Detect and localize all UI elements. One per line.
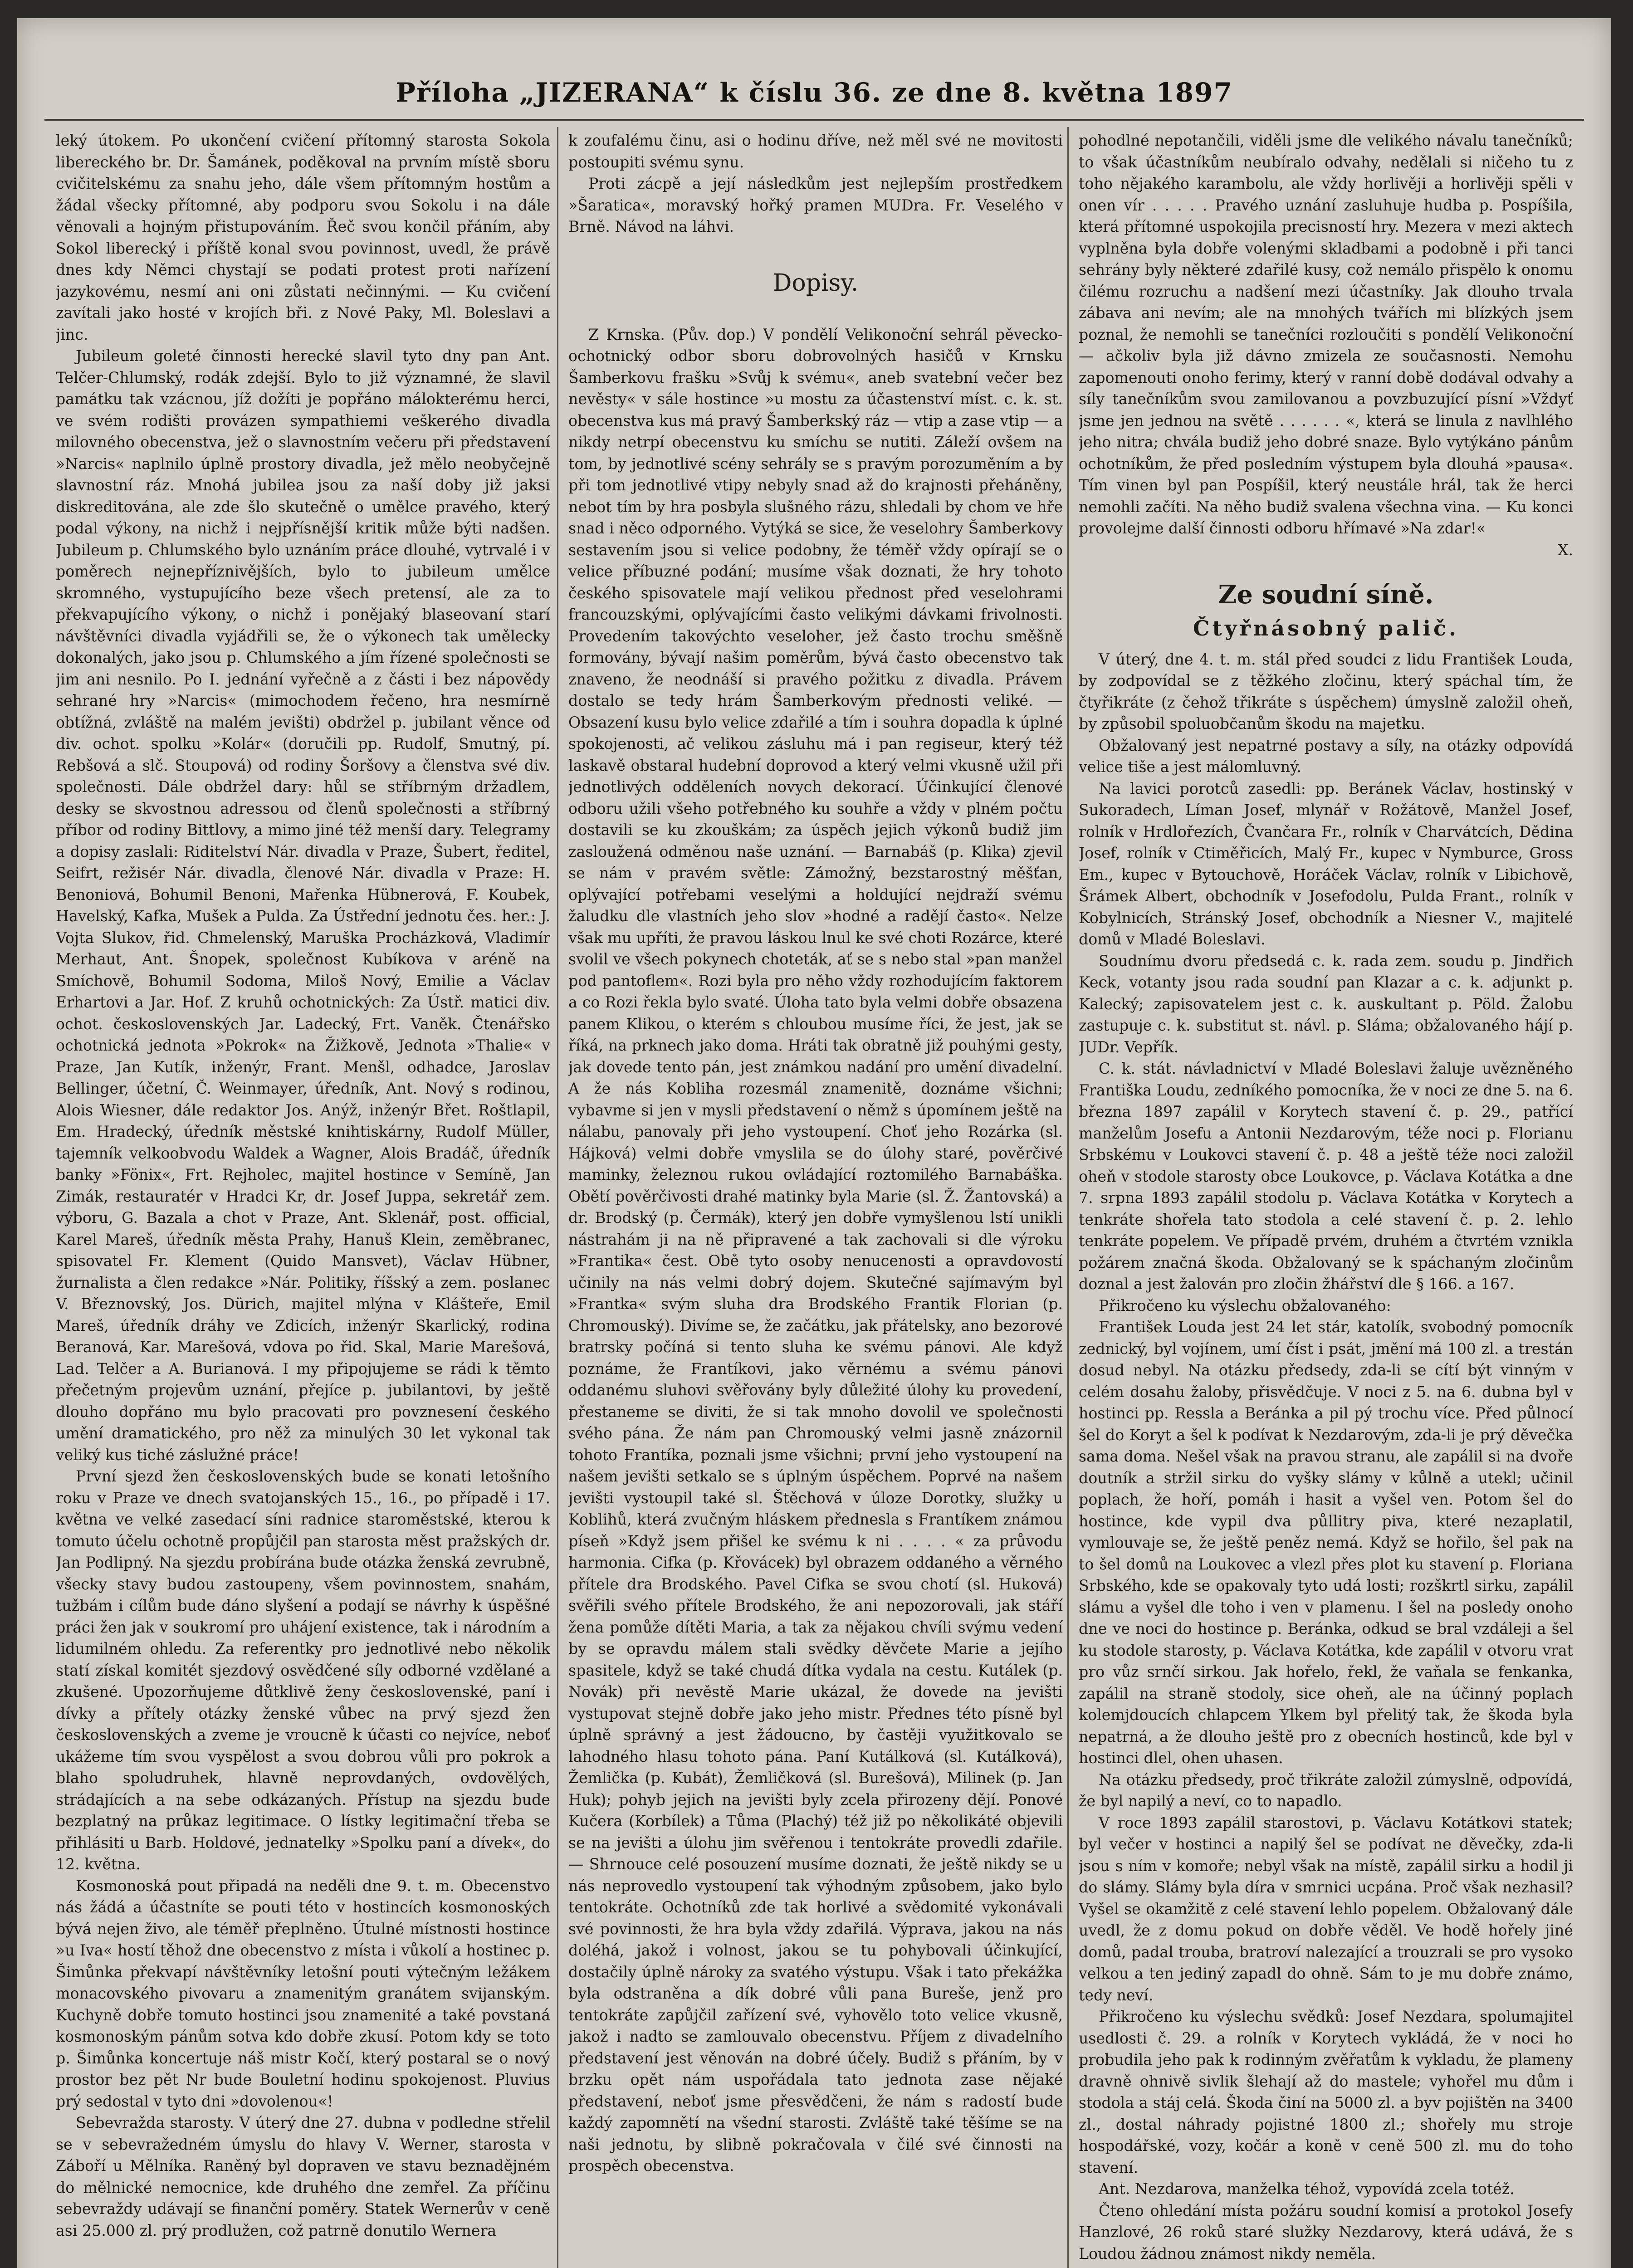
- court-paragraph: Na otázku předsedy, proč třikráte založil zúmyslně, odpovídá, že byl napilý a neví, co to napadlo.: [1079, 1770, 1573, 1810]
- article-paragraph: leký útokem. Po ukončení cvičení přítomný starosta Sokola libereckého br. Dr. Šamánek, poděkoval na prvním místě sboru cvičitelskému za snahu jeho, dále všem přítomným hostům a žádal všecky přítomné, aby podporu svou Sokolu i na dále věnovali a hojným přistupováním. Řeč svou končil přáním, aby Sokol liberecký i příště konal svou povinnost, uvedl, že právě dnes kdy Němci chystají se podati protest proti nařízení jazykovému, nesmí ani oni zůstati nečinnými. — Ku cvičení zavítali jako hosté v krojích bři. z Nové Paky, Ml. Boleslavi a jinc.: [56, 132, 550, 343]
- column-2: [568, 130, 1063, 2268]
- court-paragraph: František Louda jest 24 let stár, katolík, svobodný pomocník zednický, byl vojínem, umí číst i psát, jmění má 100 zl. a trestán dosud nebyl. Na otázku předsedy, zda-li se cítí být vinným v celém dosahu žaloby, přisvědčuje. V noci z 5. na 6. dubna byl v hostinci pp. Ressla a Beránka a pil pý trochu více. Před půlnocí šel do Koryt a šel k podívat k Nezdarovým, zda-li je prý děvečka sama doma. Nešel však na pravou stranu, ale zapálil si na dvoře doutník a stržil sirku do vyšky slámy v kůlně a utekl; učinil poplach, že hoří, pomáh i hasit a vyšel ven. Potom šel do hostince, kde vypil dva půllitry piva, které nezaplatil, vymlouvaje se, že ještě peněz nemá. Když se hořilo, šel pak na to šel domů na Loukovec a vlezl přes plot ku stavení p. Floriana Srbského, kde se opakovaly tyto udá losti; rozškrtl sirku, zapálil slámu a vyšel dle toho i ven v plamenu. I šel na posledy onoho dne ve noci do hostince p. Beránka, odkud se bral vzdáleji a šel ku stodole starosty, p. Václava Kotátka, kde zapálil v otvoru vrat pro vůz srnčí sirkou. Jak hořelo, řekl, že vaňala se fenkanka, zapálil na straně stodoly, sice oheň, ale na účinný poplach kolemjdoucích chlapcem Ylkem byl přelitý tak, že škoda byla nepatrná, a že dlouho ještě pro z obecních hostinců, kde byl v hostinci dlel, ohen uhasen.: [1079, 1318, 1573, 1767]
- newspaper-page: [17, 18, 1611, 2268]
- article-paragraph: pohodlné nepotančili, viděli jsme dle velikého návalu tanečníků; to však účastníkům neubíralo odvahy, nedělali si ničeho tu z toho nějakého karambolu, ale vždy horlivěji a horlivěji spěli v onen vír . . . . . Pravého uznání zasluhuje hudba p. Pospíšila, která přítomné uspokojila precisností hry. Mezera v mezi aktech vyplněna byla dobře volenými skladbami a podobně i při tanci sehrány byly některé zdařilé kusy, což nemálo přispělo k onomu čilému rozruchu a nadšení mezi účastníky. Jak dlouho trvala zábava ani nevím; ale na mnohých tvářích mi blízkých jsem poznal, že nemohli se tanečníci rozloučiti s pondělí Velikonoční — ačkoliv byla již dávno zmizela ze současnosti. Nemohu zapomenouti onoho ferimy, který v ranní době dodával odvahy a síly tanečníkům svou zamilovanou a povzbuzující písní »Vždyť jsme jen jednou na světě . . . . . . «, která se linula z navlhlého jeho nitra; chvála budiž jeho dobré snaze. Bylo vytýkáno pánům ochotníkům, že před posledním výstupem byla dlouhá »pausa«. Tím vinen byl pan Pospíšil, který neustále hrál, tak že herci nemohli začíti. Na něho budiž svalena všechna vina. — Ku konci provolejme další činnosti odboru hřímavé »Na zdar!«: [1079, 132, 1573, 537]
- article-signature: X.: [1557, 541, 1573, 559]
- article-sjezd-zen: První sjezd žen československých bude se konati letošního roku v Praze ve dnech svatojanských 15., 16., po případě i 17. května ve velké zasedací síni radnice staroměstské, kterou k tomuto účelu ochotně propůjčil pan starosta měst pražských dr. Jan Podlipný. Na sjezdu probírána bude otázka ženská zevrubně, všecky stavy budou zastoupeny, všem povinnostem, snahám, tužbám i cílům bude dáno slyšení a podají se návrhy k úspěšné práci žen jak v soukromí pro uhájení existence, tak i národním a lidumilném ohledu. Za referentky pro jednotlivé nebo několik statí získal komitét sjezdový osvědčené síly odborné vzdělané a zkušené. Upozorňujeme důtklivě ženy československé, paní i dívky a přítely otázky ženské vůbec na prvý sjezd žen československých a zveme je vroucně k účasti co nejvíce, neboť ukážeme tím svou vyspělost a svou dobrou vůli pro pokrok a blaho spoludruhek, hlavně neprovdaných, ovdovělých, strádajících a na sebe odkázaných. Přístup na sjezdu bude bezplatný na průkaz legitimace. O lístky legitimační třeba se přihlásiti u Barb. Holdové, jednatelky »Spolku paní a dívek«, do 12. května.: [56, 1467, 550, 1873]
- masthead: Příloha „JIZERANA“ k číslu 36. ze dne 8. května 1897: [396, 77, 1233, 108]
- court-paragraph: Ant. Nezdarova, manželka téhož, vypovídá zcela totéž.: [1099, 2180, 1515, 2198]
- column-1: [56, 130, 550, 2268]
- court-paragraph: Přikročeno ku výslechu svědků: Josef Nezdara, spolumajitel usedlosti č. 29. a rolník v Korytech vykládá, že v noci ho probudila jeho pak k rodinným zvěřatům k vykladu, že plameny dravně ohnivě sivlik šlehají až do mastele; vyhořel mu dům i stodola a stáj celá. Škoda činí na 5000 zl. a byv pojištěn na 3400 zl., dostal náhrady pojistné 1800 zl.; shořely mu stroje hospodářské, vozy, kočár a koně v ceně 500 zl. mu do toho stavení.: [1079, 2008, 1573, 2176]
- court-paragraph: Čteno ohledání místa požáru soudní komisí a protokol Josefy Hanzlové, 26 roků staré služky Nezdarovy, která udává, že s Loudou žádnou známost nikdy neměla.: [1079, 2201, 1573, 2263]
- court-paragraph: Přikročeno ku výslechu obžalovaného:: [1099, 1296, 1391, 1315]
- article-sebevrazda: Sebevražda starosty. V úterý dne 27. dubna v podledne střelil se v sebevražedném úmyslu do hlavy V. Werner, starosta v Záboří u Mělníka. Raněný byl dopraven ve stavu beznadějném do mělnické nemocnice, kde druhého dne zemřel. Za příčinu sebevraždy udávají se finanční poměry. Statek Wernerův v ceně asi 25.000 zl. prý prodlužen, což patrně donutilo Wernera: [56, 2114, 550, 2239]
- column-divider: [1067, 127, 1069, 2268]
- court-paragraph: V úterý, dne 4. t. m. stál před soudci z lidu František Louda, by zodpovídal se z těžkého zločinu, který spáchal tím, že čtyřikráte (z čehož třikráte s úspěchem) úmyslně založil oheň, by způsobil spoluobčanům škodu na majetku.: [1079, 650, 1573, 733]
- column-divider: [557, 127, 558, 2268]
- court-paragraph: Na lavici porotců zasedli: pp. Beránek Václav, hostinský v Sukoradech, Líman Josef, mlynář v Rožátově, Manžel Josef, rolník v Hrdlořezích, Čvančara Fr., rolník v Charvátcích, Dědina Josef, rolník v Ctiměřicích, Malý Fr., kupec v Nymburce, Gross Em., kupec v Bytouchově, Horáček Václav, rolník v Libichově, Šrámek Albert, obchodník v Josefodolu, Pulda Frant., rolník v Kobylnicích, Stránský Josef, obchodník a Niesner V., majitelé domů v Mladé Boleslavi.: [1079, 779, 1573, 948]
- section-heading-soud: Ze soudní síně.: [1218, 580, 1434, 610]
- article-jubileum: Jubileum goleté činnosti herecké slavil tyto dny pan Ant. Telčer-Chlumský, rodák zdejší. Bylo to již významné, že slavil památku tak vzácnou, jíž dožíti je popřáno málokterému herci, ve svém rodišti provázen sympathiemi veškerého divadla milovného obecenstva, jež o slavnostním večeru při představení »Narcis« naplnilo úplně prostory divadla, jež mělo neobyčejně slavnostní ráz. Mnohá jubilea jsou za naší doby již jaksi diskreditována, ale zde šlo skutečně o umělce pravého, který podal výkony, na nichž i nejpřísnější kritik může býti nadšen. Jubileum p. Chlumského bylo uznáním práce dlouhé, vytrvalé i v poměrech nejnepříznivějších, bylo to jubileum umělce skromného, vystupujícího beze všech pretensí, ale za to překvapujícího výkony, o nichž i ponějaký blaseovaní starí návštěvníci divadla vyjádřili se, že o výkonech tak umělecky dokonalých, jako jsou p. Chlumského a jím řízené společnosti se jim ani nesnilo. Po I. jednání vyřečně a z části i bez nápovědy sehrané hry »Narcis« (mimochodem řečeno, hra nesmírně obtížná, zvláště na malém jevišti) obdržel p. jubilant věnce od div. ochot. spolku »Kolár« (doručili pp. Rudolf, Smutný, pí. Rebšová a slč. Stoupová) od rodiny Šoršovy a členstva své div. společnosti. Dále obdržel dary: hůl se stříbrným držadlem, desky se skvostnou adressou od členů společnosti a stříbrný příbor od rodiny Bittlovy, a mimo jiné též menší dary. Telegramy a dopisy zaslali: Riditelství Nár. divadla v Praze, Šubert, ředitel, Seifrt, režisér Nár. divadla, členové Nár. divadla v Praze: H. Benoniová, Bohumil Benoni, Mařenka Hübnerová, F. Koubek, Havelský, Kafka, Mušek a Pulda. Za Ústřední jednotu čes. her.: J. Vojta Slukov, řid. Chmelenský, Maruška Procházková, Vladimír Merhaut, Ant. Šnopek, společnost Kubíkova v aréně na Smíchově, Bohumil Sodoma, Miloš Nový, Emilie a Václav Erhartovi a Jar. Hof. Z kruhů ochotnických: Za Ústř. matici div. ochot. československých Jar. Ladecký, Frt. Vaněk. Čtenářsko ochotnická jednota »Pokrok« na Žižkově, Jednota »Thalie« v Praze, Jan Kutík, inženýr, Frant. Menšl, odhadce, Jaroslav Bellinger, účetní, Č. Weinmayer, úředník, Ant. Nový s rodinou, Alois Wiesner, dále redaktor Jos. Anýž, inženýr Břet. Roštlapil, Em. Hradecký, úředník městské knihtiskárny, Rudolf Müller, tajemník velkoobvodu Waldek a Wagner, Alois Bradáč, úředník banky »Fönix«, Frt. Rejholec, majitel hostince v Semíně, Jan Zimák, restauratér v Hradci Kr, dr. Josef Juppa, sekretář zem. výboru, G. Bazala a chot v Praze, Ant. Sklenář, post. official, Karel Mareš, úředník města Prahy, Hanuš Klein, zeměbranec, spisovatel Fr. Klement (Quido Mansvet), Václav Hübner, žurnalista a člen redakce »Nár. Politiky, říšský a zem. poslanec V. Březnovský, Jos. Dürich, majitel mlýna v Klášteře, Emil Mareš, úředník dráhy ve Zdicích, inženýr Skarlický, rodina Beranová, Kar. Marešová, vdova po řid. Skal, Marie Marešová, Lad. Telčer a A. Burianová. I my připojujeme se rádi k těmto přečetným projevům uznání, přejíce p. jubilantovi, by ještě dlouho dopřáno mu bylo pracovati pro povznesení českého umění dramatického, pro něž za minulých 30 let vykonal tak veliký kus tiché záslužné práce!: [56, 347, 550, 1464]
- masthead-rule: [44, 119, 1584, 121]
- court-paragraph: Soudnímu dvoru předsedá c. k. rada zem. soudu p. Jindřich Keck, votanty jsou rada soudní pan Klazar a c. k. adjunkt p. Kalecký; zapisovatelem jest c. k. auskultant p. Pöld. Žalobu zastupuje c. k. substitut st. návl. p. Sláma; obžalovaného hájí p. JUDr. Vepřík.: [1079, 952, 1573, 1056]
- article-z-krnska: Z Krnska. (Pův. dop.) V pondělí Velikonoční sehrál pěvecko-ochotnický odbor sboru dobrovolných hasičů v Krnsku Šamberkovu frašku »Svůj k svému«, aneb svatební večer bez nevěsty« v sále hostince »u mostu za účastenství míst. c. k. st. obecenstva kus má pravý Šamberkský ráz — vtip a zase vtip — a nikdy netrpí obecenstvu ku smíchu se nutiti. Záleží ovšem na tom, by jednotlivé scény sehrály se s pravým porozuměním a by při tom jednotlivé vtipy nebyly snad až do krajnosti přeháněny, nebot tím by hra posbyla slušného rázu, shledali by chom ve hře snad i něco odporného. Vytýká se sice, že veselohry Šamberkovy sestavením jsou si velice podobny, že téměř vždy opírají se o velice příbuzné podání; musíme však doznati, že hry tohoto českého spisovatele mají velikou přednost před veselohrami francouzskými, oplývajícími často velikými dávkami frivolnosti. Provedením takovýchto veseloher, jež často trochu směšně formovány, bývají našim poměrům, bývá často obecenstvo tak znaveno, že neodnáší si pravého požitku z divadla. Právem dostalo se tedy hrám Šamberkovým přednosti veliké. — Obsazení kusu bylo velice zdařilé a tím i souhra dopadla k úplné spokojenosti, ač velikou zásluhu má i pan regiseur, který též laskavě obstaral hudební doprovod a který velmi vkusně užil při jednotlivých odděleních novych dekorací. Účinkující členové odboru užili všeho potřebného ku souhře a vždy v plném počtu dostavili se ku zkouškám; za úspěch jejich výkonů budiž jim zasloužená odměnou naše uznání. — Barnabáš (p. Klika) zjevil se nám v pravém světle: Zámožný, bezstarostný měšťan, oplývající potřebami veselými a holdující nejdraží svému žaludku dle vlastních jeho slov »hodné a radějí často«. Nelze však mu upříti, že pravou láskou lnul ke své choti Rozárce, které svolil ve všech pokynech choteták, ať se s nebo stal »pan manžel pod pantoflem«. Rozi byla pro něho vždy rozhodujícím faktorem a co Rozi řekla bylo svaté. Úloha tato byla velmi dobře obsazena panem Klikou, o kterém s chloubou musíme říci, že jest, jak se říká, na prknech jako doma. Hráti tak obratně již pouhými gesty, jak dovede tento pán, jest známkou nadání pro umění divadelní. A že nás Kobliha rozesmál znamenitě, doznáme všichni; vybavme si jen v mysli představení o němž s úpomínem ještě na nálabu, panovaly při jeho vystoupení. Choť jeho Rozárka (sl. Hájková) velmi dobře vmyslila se do úlohy staré, pověrčivé maminky, železnou rukou ovládající roztomilého Barnabáška. Obětí pověrčivosti drahé matinky byla Marie (sl. Ž. Žantovská) a dr. Brodský (p. Čermák), který jen dobře vymyšlenou lstí unikli nástrahám ji na ně připravené a tak zachovali si dle výroku »Frantika« čest. Obě tyto osoby nenucenosti a opravdovostí učinily na nás velmi dobrý dojem. Skutečné sajímavým byl »Frantka« svým sluha dra Brodského Frantik Florian (p. Chromouský). Divíme se, že začátku, jak přátelsky, ano bezorové bratrsky počíná si tento sluha ke svému pánovi. Ale když poznáme, že Frantíkovi, jako věrnému a svému pánovi oddanému sluhovi svěřovány byly důležité úlohy ku provedení, přestaneme se diviti, že si tak mnoho dovolil ve společnosti svého pána. Že nám pan Chromouský velmi jasně znázornil tohoto Frantíka, poznali jsme všichni; první jeho vystoupení na našem jevišti setkalo se s úplným úspěchem. Poprvé na našem jevišti vystoupil také sl. Štěchová v úloze Dorotky, služky u Koblihů, která zvučným hláskem přednesla s Frantíkem známou píseň »Když jsem přišel ke svému k ni . . . . « za průvodu harmonia. Cifka (p. Křovácek) byl obrazem oddaného a věrného přítele dra Brodského. Pavel Cifka se svou chotí (sl. Huková) svěřili svého přítele Brodského, že ani nepozorovali, jak stáří žena pomůže dítěti Maria, a tak za nějakou chvíli svýmu vedení by se opravdu málem stali svědky děvčete Marie a jejího spasitele, když se také chudá dítka vydala na cestu. Kutálek (p. Novák) při nevěstě Marie ukázal, že dovede na jevišti vystupovat stejně dobře jako jeho mistr. Přednes této písně byl úplně správný a jest žádoucno, by častěji využitkovalo se lahodného hlasu tohoto pána. Paní Kutálková (sl. Kutálková), Žemlička (p. Kubát), Žemličková (sl. Burešová), Milinek (p. Jan Huk); pohyb jejich na jevišti byly zcela přirozeny dějí. Ponové Kučera (Korbílek) a Tůma (Plachý) též již po několikáté objevili se na jevišti a úlohu jim svěřenou i tentokráte provedli zdařile. — Shrnouce celé posouzení musíme doznati, že ještě nikdy se u nás neprovedlo vystoupení tak výhodným způsobem, jako bylo tentokráte. Ochotníků zde tak horlivé a svědomité vykonávali své povinnosti, že hra byla vždy zdařilá. Výprava, jakou na nás doléhá, jakož i volnost, jakou se tu pohybovali účinkující, dostačily úplně nároky za svatého výstupu. Však i tato překážka byla odstraněna a dík dobré vůli pana Bureše, jenž pro tentokráte zapůjčil zařízení své, vyhovělo toto velice vkusně, jakož i nadto se zamlouvalo obecenstvu. Příjem z divadelního představení jest věnován na dobré účely. Budiž s přáním, by v brzku opět nám uspořádala tato jednota zase nějaké představení, neboť jsme přesvědčeni, že nám s radostí bude každý zapomnětí na všední starosti. Zvláště také těšíme se na naši jednotu, by slibně pokračovala v čilé své činnosti na prospěch obecenstva.: [568, 325, 1063, 2175]
- column-3: [1079, 130, 1573, 2268]
- advert-saratica: Proti zácpě a její následkům jest nejlepším prostředkem »Šaratica«, moravský hořký pramen MUDra. Fr. Veselého v Brně. Návod na láhvi.: [568, 175, 1063, 235]
- court-paragraph: V roce 1893 zapálil starostovi, p. Václavu Kotátkovi statek; byl večer v hostinci a napilý šel se podívat ne děvečky, zda-li jsou s ním v komoře; nebyl však na místě, zapálil sirku a hodil ji do slámy. Slámy byla díra v smrnici ucpána. Proč však nezhasil? Vyšel se okamžitě z celé stavení lehlo popelem. Obžalovaný dále uvedl, že z domu pokud on dobře věděl. Ve hodě hořely jiné domů, padal trouba, bratroví nalezající a trouzrali se pro vysoko velkou a ten jediný zapadl do ohně. Sám to je mu dobře známo, tedy neví.: [1079, 1813, 1573, 2004]
- section-heading-dopisy: Dopisy.: [772, 269, 859, 297]
- article-paragraph: k zoufalému činu, asi o hodinu dříve, než měl své ne movitosti postoupiti svému synu.: [568, 132, 1063, 171]
- court-paragraph: C. k. stát. návladnictví v Mladé Boleslavi žaluje uvězněného Františka Loudu, zedníkého pomocníka, že v noci ze dne 5. na 6. března 1897 zapálil v Korytech stavení č. p. 29., patřící manželům Josefu a Antonii Nezdarovým, téže noci p. Florianu Srbskému v Loukovci stavení č. p. 48 a ještě téže noci založil oheň v stodole starosty obce Loukovce, p. Václava Kotátka a dne 7. srpna 1893 zapálil stodolu p. Václava Kotátka v Korytech a tenkráte shořela tato stodola a celé stavení č. p. 2. lehlo tenkráte popelem. Ve případě prvém, druhém a čtvrtém vznikla požárem značná škoda. Obžalovaný se k spáchaným zločinům doznal a jest žalován pro zločin žhářství dle § 166. a 167.: [1079, 1060, 1573, 1293]
- article-kosmonoska-pout: Kosmonoská pout připadá na neděli dne 9. t. m. Obecenstvo nás žádá a účastníte se pouti této v hostincích kosmonoských bývá nejen živo, ale téměř přeplněno. Útulné místnosti hostince »u Iva« hostí těhož dne obecenstvo z místa i vůkolí a hostinec p. Šimůnka překvapí návštěvníky letošní pouti výtečným ležákem monacovského pivovaru a znamenitým granátem svijanským. Kuchyně dobře tomuto hostinci jsou znamenité a také povstaná kosmonoským pánům sotva kdo dobře zkusí. Potom kdy se toto p. Šimůnka koncertuje náš mistr Kočí, který postaral se o nový prostor bez pět Nr bude Bouletní hodinu spokojenost. Pluvius prý sedostal v tyto dni »dovolenou«!: [56, 1877, 550, 2110]
- section-subheading: Čtyřnásobný palič.: [1193, 616, 1459, 640]
- court-paragraph: Obžalovaný jest nepatrné postavy a síly, na otázky odpovídá velice tiše a jest málomluvný.: [1079, 736, 1573, 776]
